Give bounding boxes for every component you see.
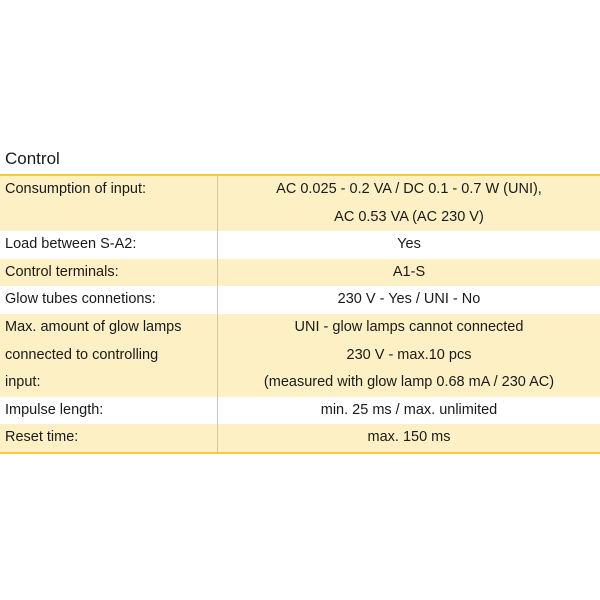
row-label — [0, 176, 218, 231]
label-line: Control terminals: — [5, 263, 119, 280]
row-value — [218, 231, 600, 259]
section-title: Control — [5, 149, 60, 168]
value-line: Yes — [397, 236, 421, 253]
value-line: UNI - glow lamps cannot connected — [294, 318, 524, 335]
row-value — [218, 424, 600, 452]
value-line: max. 150 ms — [367, 429, 451, 446]
table-row-consumption — [0, 176, 600, 231]
table-row-load — [0, 231, 600, 259]
row-value — [218, 259, 600, 287]
label-line: connected to controlling — [5, 346, 159, 363]
row-value — [218, 397, 600, 425]
label-line: input: — [5, 374, 41, 391]
row-label — [0, 314, 218, 397]
row-label — [0, 286, 218, 314]
table-row-impulse-length — [0, 397, 600, 425]
value-line: 230 V - max.10 pcs — [346, 346, 472, 363]
table-row-max-glow-lamps — [0, 314, 600, 397]
value-line: min. 25 ms / max. unlimited — [320, 401, 498, 418]
table-row-glow-tubes — [0, 286, 600, 314]
value-line: A1-S — [392, 263, 426, 280]
value-line: AC 0.025 - 0.2 VA / DC 0.1 - 0.7 W (UNI), — [276, 181, 542, 197]
row-label — [0, 397, 218, 425]
spec-table — [0, 174, 600, 454]
row-label — [0, 424, 218, 452]
label-line: Load between S-A2: — [5, 236, 137, 253]
label-line: Impulse length: — [5, 401, 104, 418]
row-value — [218, 176, 600, 231]
row-label — [0, 231, 218, 259]
value-line: (measured with glow lamp 0.68 mA / 230 AC) — [263, 374, 555, 391]
value-line: AC 0.53 VA (AC 230 V) — [334, 208, 484, 225]
value-line: 230 V - Yes / UNI - No — [337, 291, 481, 308]
label-line: Glow tubes connetions: — [5, 291, 156, 308]
table-row-control-terminals — [0, 259, 600, 287]
row-value — [218, 286, 600, 314]
table-row-reset-time — [0, 424, 600, 452]
row-value — [218, 314, 600, 397]
label-line: Reset time: — [5, 429, 79, 446]
label-line: Consumption of input: — [5, 181, 147, 197]
label-line: Max. amount of glow lamps — [5, 318, 182, 335]
row-label — [0, 259, 218, 287]
